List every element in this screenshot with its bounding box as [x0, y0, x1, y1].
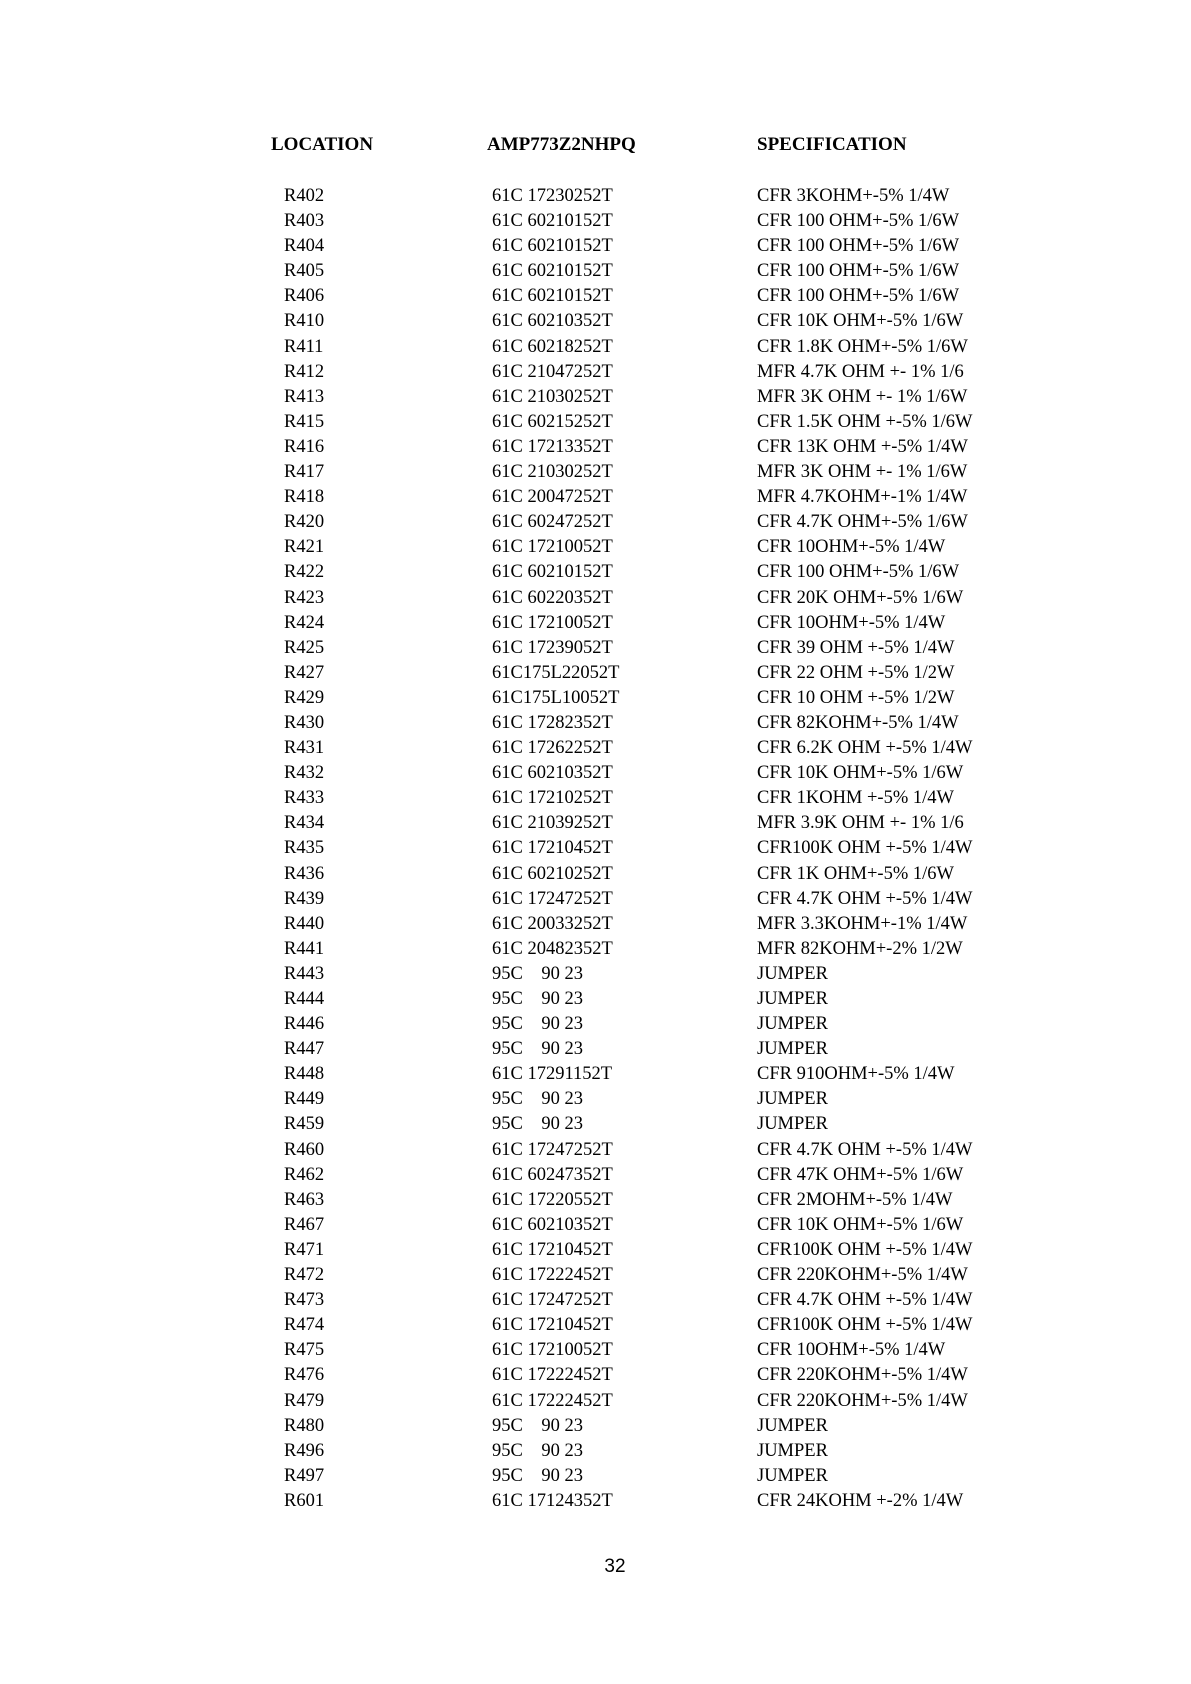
- table-row: [0, 962, 1191, 987]
- location-cell: R405: [284, 261, 325, 282]
- location-cell: R424: [284, 612, 325, 633]
- part-number-column-header: AMP773Z2NHPQ: [487, 134, 636, 155]
- table-row: [0, 1439, 1191, 1464]
- specification-cell: CFR 4.7K OHM+-5% 1/6W: [757, 512, 968, 533]
- specification-cell: CFR 910OHM+-5% 1/4W: [757, 1064, 955, 1085]
- part-number-cell: 61C 60210152T: [492, 261, 613, 282]
- specification-cell: CFR 4.7K OHM +-5% 1/4W: [757, 1290, 973, 1311]
- table-row: [0, 1313, 1191, 1338]
- part-number-cell: 61C 60218252T: [492, 336, 613, 357]
- part-number-cell: 95C 90 23: [492, 1014, 583, 1035]
- specification-cell: CFR 10 OHM +-5% 1/2W: [757, 687, 955, 708]
- specification-cell: CFR 220KOHM+-5% 1/4W: [757, 1390, 968, 1411]
- table-row: [0, 360, 1191, 385]
- specification-cell: MFR 82KOHM+-2% 1/2W: [757, 938, 963, 959]
- location-cell: R429: [284, 687, 325, 708]
- location-cell: R435: [284, 838, 325, 859]
- part-number-cell: 61C 17220552T: [492, 1189, 613, 1210]
- part-number-cell: 95C 90 23: [492, 1465, 583, 1486]
- location-cell: R449: [284, 1089, 325, 1110]
- specification-cell: CFR 100 OHM+-5% 1/6W: [757, 211, 960, 232]
- specification-cell: CFR 10K OHM+-5% 1/6W: [757, 311, 964, 332]
- table-row: [0, 862, 1191, 887]
- part-number-cell: 61C 20047252T: [492, 487, 613, 508]
- part-number-cell: 61C 21030252T: [492, 462, 613, 483]
- specification-cell: CFR 1.5K OHM +-5% 1/6W: [757, 411, 973, 432]
- table-row: [0, 1188, 1191, 1213]
- part-number-cell: 61C 60247352T: [492, 1164, 613, 1185]
- part-number-cell: 61C 60210252T: [492, 863, 613, 884]
- part-number-cell: 61C 17222452T: [492, 1265, 613, 1286]
- part-number-cell: 61C 60220352T: [492, 587, 613, 608]
- location-cell: R447: [284, 1039, 325, 1060]
- part-number-cell: 95C 90 23: [492, 1089, 583, 1110]
- location-cell: R402: [284, 186, 325, 206]
- part-number-cell: 61C 60210152T: [492, 236, 613, 257]
- part-number-cell: 61C 17247252T: [492, 1290, 613, 1311]
- location-cell: R441: [284, 938, 325, 959]
- location-cell: R601: [284, 1490, 325, 1511]
- table-row: [0, 761, 1191, 786]
- specification-cell: JUMPER: [757, 1440, 828, 1461]
- table-row: [0, 611, 1191, 636]
- part-number-cell: 61C 17213352T: [492, 436, 613, 457]
- part-number-cell: 61C 17222452T: [492, 1365, 613, 1386]
- part-number-cell: 61C 21047252T: [492, 361, 613, 382]
- table-row: [0, 836, 1191, 861]
- specification-cell: MFR 3.3KOHM+-1% 1/4W: [757, 913, 968, 934]
- part-number-cell: 61C 60210152T: [492, 211, 613, 232]
- part-number-cell: 61C 17210052T: [492, 537, 613, 558]
- part-number-cell: 95C 90 23: [492, 1415, 583, 1436]
- location-cell: R472: [284, 1265, 325, 1286]
- location-cell: R459: [284, 1114, 325, 1135]
- table-row: [0, 736, 1191, 761]
- part-number-cell: 61C 17230252T: [492, 186, 613, 206]
- specification-cell: CFR 82KOHM+-5% 1/4W: [757, 712, 959, 733]
- location-cell: R417: [284, 462, 325, 483]
- specification-column-header: SPECIFICATION: [757, 134, 907, 155]
- part-number-cell: 61C 17210052T: [492, 1340, 613, 1361]
- part-number-cell: 61C 17210452T: [492, 1239, 613, 1260]
- location-cell: R410: [284, 311, 325, 332]
- table-row: [0, 987, 1191, 1012]
- location-cell: R467: [284, 1214, 325, 1235]
- part-number-cell: 61C 17247252T: [492, 888, 613, 909]
- page-number: 32: [604, 1556, 626, 1577]
- part-number-cell: 61C 60210352T: [492, 763, 613, 784]
- part-number-cell: 61C 20482352T: [492, 938, 613, 959]
- specification-cell: CFR 10K OHM+-5% 1/6W: [757, 763, 964, 784]
- specification-cell: MFR 3K OHM +- 1% 1/6W: [757, 386, 968, 407]
- location-cell: R420: [284, 512, 325, 533]
- part-number-cell: 61C 60210152T: [492, 286, 613, 307]
- part-number-cell: 61C 21039252T: [492, 813, 613, 834]
- table-header: [0, 134, 1191, 160]
- table-row: [0, 912, 1191, 937]
- table-row: [0, 1163, 1191, 1188]
- location-cell: R460: [284, 1139, 325, 1160]
- part-number-cell: 61C 60247252T: [492, 512, 613, 533]
- table-row: [0, 937, 1191, 962]
- location-cell: R415: [284, 411, 325, 432]
- location-cell: R496: [284, 1440, 325, 1461]
- specification-cell: CFR 39 OHM +-5% 1/4W: [757, 637, 955, 658]
- table-row: [0, 1363, 1191, 1388]
- location-cell: R471: [284, 1239, 325, 1260]
- part-number-cell: 61C175L22052T: [492, 662, 620, 683]
- table-row: [0, 1263, 1191, 1288]
- table-row: [0, 1414, 1191, 1439]
- table-row: [0, 636, 1191, 661]
- location-cell: R430: [284, 712, 325, 733]
- table-row: [0, 786, 1191, 811]
- table-row: [0, 686, 1191, 711]
- part-number-cell: 61C175L10052T: [492, 687, 620, 708]
- table-row: [0, 1012, 1191, 1037]
- specification-cell: CFR 2MOHM+-5% 1/4W: [757, 1189, 953, 1210]
- location-cell: R432: [284, 763, 325, 784]
- table-row: [0, 184, 1191, 209]
- table-row: [0, 485, 1191, 510]
- location-cell: R418: [284, 487, 325, 508]
- table-row: [0, 811, 1191, 836]
- table-row: [0, 385, 1191, 410]
- location-cell: R474: [284, 1315, 325, 1336]
- part-number-cell: 61C 20033252T: [492, 913, 613, 934]
- table-row: [0, 1138, 1191, 1163]
- table-row: [0, 535, 1191, 560]
- table-row: [0, 586, 1191, 611]
- part-number-cell: 61C 17210452T: [492, 838, 613, 859]
- table-row: [0, 410, 1191, 435]
- location-cell: R412: [284, 361, 325, 382]
- location-cell: R427: [284, 662, 325, 683]
- specification-cell: JUMPER: [757, 963, 828, 984]
- location-cell: R476: [284, 1365, 325, 1386]
- specification-cell: CFR100K OHM +-5% 1/4W: [757, 1315, 973, 1336]
- location-cell: R425: [284, 637, 325, 658]
- location-cell: R413: [284, 386, 325, 407]
- table-row: [0, 510, 1191, 535]
- part-number-cell: 95C 90 23: [492, 1114, 583, 1135]
- part-number-cell: 61C 60215252T: [492, 411, 613, 432]
- part-number-cell: 95C 90 23: [492, 1440, 583, 1461]
- specification-cell: CFR 100 OHM+-5% 1/6W: [757, 562, 960, 583]
- specification-cell: CFR100K OHM +-5% 1/4W: [757, 838, 973, 859]
- specification-cell: CFR 10OHM+-5% 1/4W: [757, 537, 946, 558]
- specification-cell: CFR 100 OHM+-5% 1/6W: [757, 236, 960, 257]
- part-number-cell: 61C 17282352T: [492, 712, 613, 733]
- table-row: [0, 661, 1191, 686]
- specification-cell: CFR 100 OHM+-5% 1/6W: [757, 261, 960, 282]
- location-cell: R448: [284, 1064, 325, 1085]
- location-column-header: LOCATION: [271, 134, 374, 155]
- specification-cell: CFR 13K OHM +-5% 1/4W: [757, 436, 968, 457]
- location-cell: R473: [284, 1290, 325, 1311]
- location-cell: R475: [284, 1340, 325, 1361]
- location-cell: R497: [284, 1465, 325, 1486]
- part-number-cell: 61C 17291152T: [492, 1064, 613, 1085]
- location-cell: R422: [284, 562, 325, 583]
- table-row: [0, 284, 1191, 309]
- location-cell: R403: [284, 211, 325, 232]
- location-cell: R406: [284, 286, 325, 307]
- table-row: [0, 435, 1191, 460]
- table-row: [0, 1087, 1191, 1112]
- specification-cell: CFR 22 OHM +-5% 1/2W: [757, 662, 955, 683]
- specification-cell: CFR 10K OHM+-5% 1/6W: [757, 1214, 964, 1235]
- specification-cell: JUMPER: [757, 1465, 828, 1486]
- specification-cell: CFR 220KOHM+-5% 1/4W: [757, 1365, 968, 1386]
- specification-cell: CFR 6.2K OHM +-5% 1/4W: [757, 738, 973, 759]
- table-row: [0, 1238, 1191, 1263]
- part-number-cell: 61C 17239052T: [492, 637, 613, 658]
- table-row: [0, 1112, 1191, 1137]
- location-cell: R462: [284, 1164, 325, 1185]
- specification-cell: CFR 3KOHM+-5% 1/4W: [757, 186, 950, 206]
- specification-cell: JUMPER: [757, 1415, 828, 1436]
- table-row: [0, 209, 1191, 234]
- location-cell: R439: [284, 888, 325, 909]
- specification-cell: CFR 100 OHM+-5% 1/6W: [757, 286, 960, 307]
- specification-cell: JUMPER: [757, 1089, 828, 1110]
- part-number-cell: 61C 21030252T: [492, 386, 613, 407]
- part-number-cell: 95C 90 23: [492, 963, 583, 984]
- table-row: [0, 1338, 1191, 1363]
- location-cell: R433: [284, 788, 325, 809]
- specification-cell: CFR 10OHM+-5% 1/4W: [757, 1340, 946, 1361]
- part-number-cell: 61C 17210052T: [492, 612, 613, 633]
- specification-cell: CFR 220KOHM+-5% 1/4W: [757, 1265, 968, 1286]
- location-cell: R434: [284, 813, 325, 834]
- location-cell: R423: [284, 587, 325, 608]
- location-cell: R440: [284, 913, 325, 934]
- location-cell: R421: [284, 537, 325, 558]
- specification-cell: CFR 1KOHM +-5% 1/4W: [757, 788, 954, 809]
- table-row: [0, 560, 1191, 585]
- table-row: [0, 1213, 1191, 1238]
- table-row: [0, 460, 1191, 485]
- table-row: [0, 335, 1191, 360]
- part-number-cell: 61C 17262252T: [492, 738, 613, 759]
- location-cell: R446: [284, 1014, 325, 1035]
- part-number-cell: 61C 60210152T: [492, 562, 613, 583]
- specification-cell: MFR 4.7K OHM +- 1% 1/6: [757, 361, 964, 382]
- location-cell: R431: [284, 738, 325, 759]
- part-number-cell: 61C 17124352T: [492, 1490, 613, 1511]
- specification-cell: CFR 10OHM+-5% 1/4W: [757, 612, 946, 633]
- location-cell: R443: [284, 963, 325, 984]
- table-row: [0, 1062, 1191, 1087]
- location-cell: R479: [284, 1390, 325, 1411]
- table-row: [0, 1288, 1191, 1313]
- specification-cell: MFR 3.9K OHM +- 1% 1/6: [757, 813, 964, 834]
- specification-cell: CFR 1K OHM+-5% 1/6W: [757, 863, 954, 884]
- specification-cell: CFR 47K OHM+-5% 1/6W: [757, 1164, 964, 1185]
- table-row: [0, 309, 1191, 334]
- table-row: [0, 711, 1191, 736]
- specification-cell: CFR100K OHM +-5% 1/4W: [757, 1239, 973, 1260]
- specification-cell: JUMPER: [757, 1014, 828, 1035]
- specification-cell: JUMPER: [757, 1114, 828, 1135]
- specification-cell: CFR 24KOHM +-2% 1/4W: [757, 1490, 964, 1511]
- part-number-cell: 61C 60210352T: [492, 1214, 613, 1235]
- table-row: [0, 1037, 1191, 1062]
- specification-cell: JUMPER: [757, 1039, 828, 1060]
- location-cell: R404: [284, 236, 325, 257]
- specification-cell: JUMPER: [757, 989, 828, 1009]
- part-number-cell: 95C 90 23: [492, 989, 583, 1009]
- location-cell: R480: [284, 1415, 325, 1436]
- parts-list: [0, 184, 1191, 1514]
- part-number-cell: 61C 17210452T: [492, 1315, 613, 1336]
- specification-cell: MFR 3K OHM +- 1% 1/6W: [757, 462, 968, 483]
- table-row: [0, 259, 1191, 284]
- specification-cell: CFR 4.7K OHM +-5% 1/4W: [757, 1139, 973, 1160]
- table-row: [0, 1464, 1191, 1489]
- specification-cell: CFR 20K OHM+-5% 1/6W: [757, 587, 964, 608]
- specification-cell: CFR 4.7K OHM +-5% 1/4W: [757, 888, 973, 909]
- specification-cell: CFR 1.8K OHM+-5% 1/6W: [757, 336, 968, 357]
- part-number-cell: 95C 90 23: [492, 1039, 583, 1060]
- table-row: [0, 1389, 1191, 1414]
- table-row: [0, 887, 1191, 912]
- location-cell: R463: [284, 1189, 325, 1210]
- location-cell: R411: [284, 336, 324, 357]
- location-cell: R416: [284, 436, 325, 457]
- part-number-cell: 61C 17210252T: [492, 788, 613, 809]
- table-row: [0, 1489, 1191, 1514]
- part-number-cell: 61C 60210352T: [492, 311, 613, 332]
- location-cell: R444: [284, 989, 325, 1009]
- part-number-cell: 61C 17247252T: [492, 1139, 613, 1160]
- specification-cell: MFR 4.7KOHM+-1% 1/4W: [757, 487, 968, 508]
- table-row: [0, 234, 1191, 259]
- location-cell: R436: [284, 863, 325, 884]
- part-number-cell: 61C 17222452T: [492, 1390, 613, 1411]
